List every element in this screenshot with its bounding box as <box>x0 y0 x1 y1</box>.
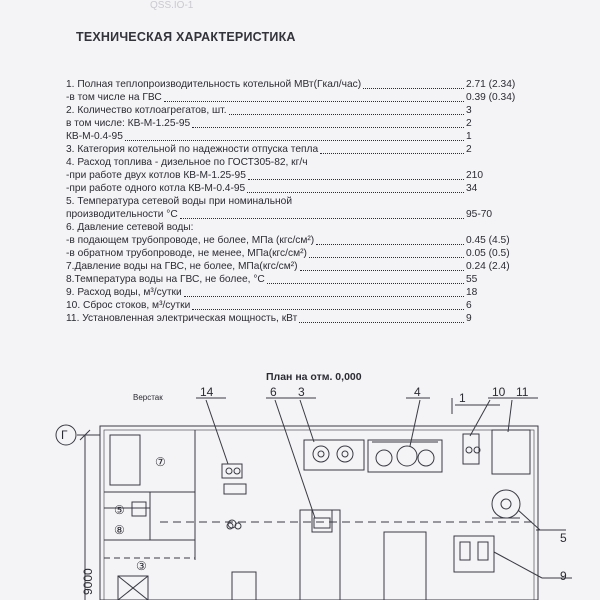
workbench <box>110 435 140 485</box>
dimension-label: 9000 <box>81 568 95 595</box>
leader-dots <box>320 153 464 154</box>
spec-label: в том числе: КВ-М-1.25-95 <box>66 118 191 129</box>
leader-dots <box>125 140 464 141</box>
spec-label: КВ-М-0.4-95 <box>66 131 123 142</box>
leader-dots <box>300 270 464 271</box>
callout-5: 5 <box>560 531 567 545</box>
leader-dots <box>164 101 464 102</box>
spec-value: 2 <box>466 118 472 129</box>
leader-dots <box>316 244 464 245</box>
spec-label: 7.Давление воды на ГВС, не более, МПа(кгс/см²) <box>66 261 298 272</box>
leader-dots <box>299 322 464 323</box>
spec-value: 18 <box>466 287 478 298</box>
callout-6: 6 <box>270 385 277 399</box>
spec-value: 210 <box>466 170 483 181</box>
page-title: ТЕХНИЧЕСКАЯ ХАРАКТЕРИСТИКА <box>76 30 296 44</box>
axis-g-label: Г <box>61 428 68 442</box>
circled-3: ③ <box>136 559 147 573</box>
callout-3: 3 <box>298 385 305 399</box>
callout-9: 9 <box>560 569 567 583</box>
spec-label: 1. Полная теплопроизводительность котельной МВт(Гкал/час) <box>66 79 362 90</box>
leader-dots <box>180 218 464 219</box>
spec-label: 8.Температура воды на ГВС, не более, °С <box>66 274 265 285</box>
spec-value: 2 <box>466 144 472 155</box>
spec-label: 11. Установленная электрическая мощность, кВт <box>66 313 298 324</box>
leader-dots <box>309 257 464 258</box>
leader-dots <box>248 179 464 180</box>
leader-dots <box>267 283 464 284</box>
spec-value: 95-70 <box>466 209 493 220</box>
spec-label: 2. Количество котлоагрегатов, шт. <box>66 105 227 116</box>
boiler-right <box>384 532 426 600</box>
callout-11: 11 <box>516 385 529 399</box>
tank-11 <box>492 430 530 474</box>
axis-1-label: 1 <box>459 391 466 405</box>
leader-dots <box>363 88 464 89</box>
callout-4: 4 <box>414 385 421 399</box>
spec-label: -в обратном трубопроводе, не менее, МПа(кгс/см²) <box>66 248 307 259</box>
spec-value: 9 <box>466 313 472 324</box>
spec-label: 4. Расход топлива - дизельное по ГОСТ305-82, кг/ч <box>66 157 308 168</box>
plan-title: План на отм. 0,000 <box>266 371 362 383</box>
spec-value: 3 <box>466 105 472 116</box>
spec-value: 55 <box>466 274 478 285</box>
spec-label: производительности °С <box>66 209 178 220</box>
spec-value: 0.39 (0.34) <box>466 92 516 103</box>
spec-value: 0.05 (0.5) <box>466 248 510 259</box>
leader-dots <box>192 309 464 310</box>
leader-dots <box>192 127 464 128</box>
spec-label: 3. Категория котельной по надежности отпуска тепла <box>66 144 319 155</box>
boiler-6 <box>300 510 340 600</box>
spec-label: -в том числе на ГВС <box>66 92 162 103</box>
floor-plan-drawing <box>0 380 600 600</box>
circled-8: ⑧ <box>114 523 125 537</box>
spec-value: 6 <box>466 300 472 311</box>
spec-value: 2.71 (2.34) <box>466 79 516 90</box>
spec-label: -при работе одного котла КВ-М-0.4-95 <box>66 183 246 194</box>
callout-10: 10 <box>492 385 506 399</box>
spec-label: 5. Температура сетевой воды при номинальной <box>66 196 293 207</box>
spec-label: 6. Давление сетевой воды: <box>66 222 194 233</box>
spec-value: 0.45 (4.5) <box>466 235 510 246</box>
room-label-workbench: Верстак <box>133 393 163 402</box>
circled-7: ⑦ <box>155 455 166 469</box>
spec-label: -в подающем трубопроводе, не более, МПа (кгс/см²) <box>66 235 315 246</box>
spec-value: 0.24 (2.4) <box>466 261 510 272</box>
spec-value: 1 <box>466 131 472 142</box>
leader-dots <box>184 296 464 297</box>
spec-label: 10. Сброс стоков, м³/сутки <box>66 300 191 311</box>
circled-5: ⑤ <box>114 503 125 517</box>
spec-label: 9. Расход воды, м³/сутки <box>66 287 182 298</box>
leader-dots <box>229 114 464 115</box>
callout-14: 14 <box>200 385 214 399</box>
pump-5 <box>492 490 520 518</box>
leader-dots <box>247 192 464 193</box>
faded-header-text: QSS.IO-1 <box>150 0 194 11</box>
spec-value: 34 <box>466 183 478 194</box>
spec-label: -при работе двух котлов КВ-М-1.25-95 <box>66 170 246 181</box>
